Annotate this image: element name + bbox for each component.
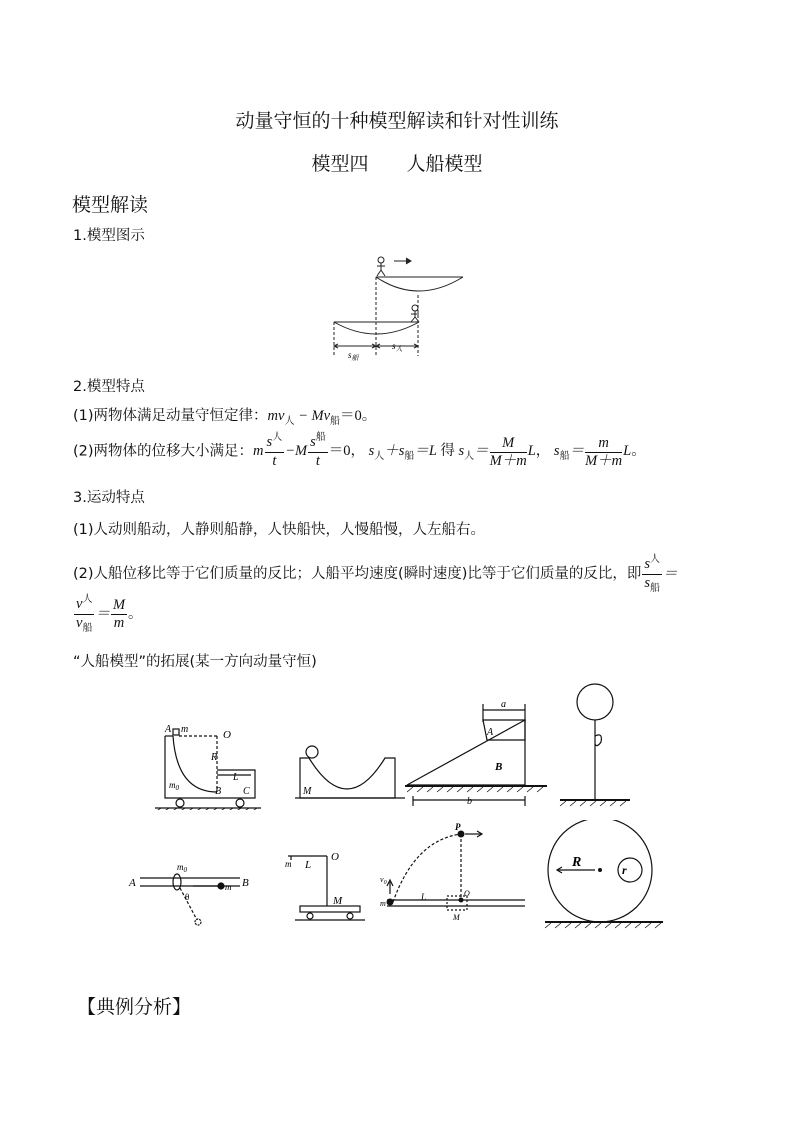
fig-g-label-mm: M [453, 913, 460, 922]
motion2-text: (2)人船位移比等于它们质量的反比；人船平均速度(瞬时速度)比等于它们质量的反比，即 [73, 565, 642, 582]
extension-figures-row1 [155, 680, 665, 810]
momentum-equation: $mv_人 - Mv_船=0$。 [267, 408, 377, 427]
ratio-v-line [73, 596, 143, 633]
person-boat-diagram [326, 250, 466, 366]
feature2-text: (2)两物体的位移大小满足： [73, 443, 254, 460]
item1-heading: 1.模型图示 [73, 228, 145, 244]
fig-g-label-p: P [455, 822, 461, 832]
fig-h-label-r: R [572, 855, 582, 870]
s-ren-label: $s_人$ [392, 341, 403, 353]
fig-g-label-l: L [421, 892, 427, 902]
fig-c-label-b: B [495, 761, 503, 773]
fig-a-label-o: O [223, 729, 231, 741]
fig-c-label-a: A [487, 727, 494, 738]
motion1-text: (1)人动则船动，人静则船静，人快船快，人慢船慢，人左船右。 [73, 522, 486, 538]
fig-a-label-m: m [181, 724, 189, 735]
fig-e-label-theta: θ [185, 892, 190, 902]
ratio-s: $\frac{s^人}{s_船}$ ＝ [644, 554, 678, 594]
extension-figures-row2 [125, 820, 670, 932]
fig-h-label-small-r: r [622, 863, 627, 877]
fig-b-label-m: M [303, 786, 312, 797]
model-title: 模型四 人船模型 [311, 153, 483, 175]
fig-g-label-m: m [380, 899, 386, 908]
section-heading: 模型解读 [72, 194, 149, 216]
fig-f-label-mm: M [333, 895, 343, 907]
extension-heading: “人船模型”的拓展(某一方向动量守恒) [73, 654, 317, 670]
fig-a-label-r: R [211, 752, 218, 763]
fig-a-label-a: A [165, 724, 172, 735]
fig-e-label-b: B [242, 877, 249, 889]
item2-heading: 2.模型特点 [73, 379, 145, 395]
motion2-line [73, 556, 678, 593]
fig-g-label-v0: $v_0$ [380, 875, 387, 886]
fig-f-label-o: O [331, 851, 339, 863]
fig-c-label-b-dim: b [467, 796, 472, 807]
fig-a-label-c: C [243, 786, 250, 797]
feature2-line [73, 434, 646, 470]
displacement-equations: m $\frac{s^人}{t}$ −M $\frac{s^船}{t}$ ＝0， $s_人+s_船=L$ 得 $s_人=$ $\frac{M}{M+m}$ L， $s_船=$ $\frac{m}{M+m}$ L。 [253, 432, 646, 469]
fig-f-label-l: L [305, 859, 312, 871]
example-heading: 【典例分析】 [77, 996, 192, 1018]
fig-e-label-m0: $m_0$ [177, 862, 187, 874]
feature1-line [73, 404, 376, 425]
fig-a-label-l: L [233, 772, 239, 783]
s-chuan-label: $s_船$ [348, 350, 359, 362]
ratio-v: $\frac{v^人}{v_船}$ ＝ $\frac{M}{m}$ 。 [76, 594, 143, 634]
fig-e-label-a: A [129, 877, 136, 889]
fig-a-label-m0: $m_0$ [169, 780, 179, 792]
fig-c-label-a-dim: a [501, 699, 506, 710]
feature1-text: (1)两物体满足动量守恒定律： [73, 408, 268, 424]
item3-heading: 3.运动特点 [73, 490, 145, 506]
fig-a-label-b: B [215, 786, 222, 797]
document-title: 动量守恒的十种模型解读和针对性训练 [235, 110, 559, 132]
fig-f-label-m: m [285, 859, 292, 869]
fig-g-label-o: O [464, 889, 470, 898]
fig-e-label-m: m [225, 882, 232, 892]
